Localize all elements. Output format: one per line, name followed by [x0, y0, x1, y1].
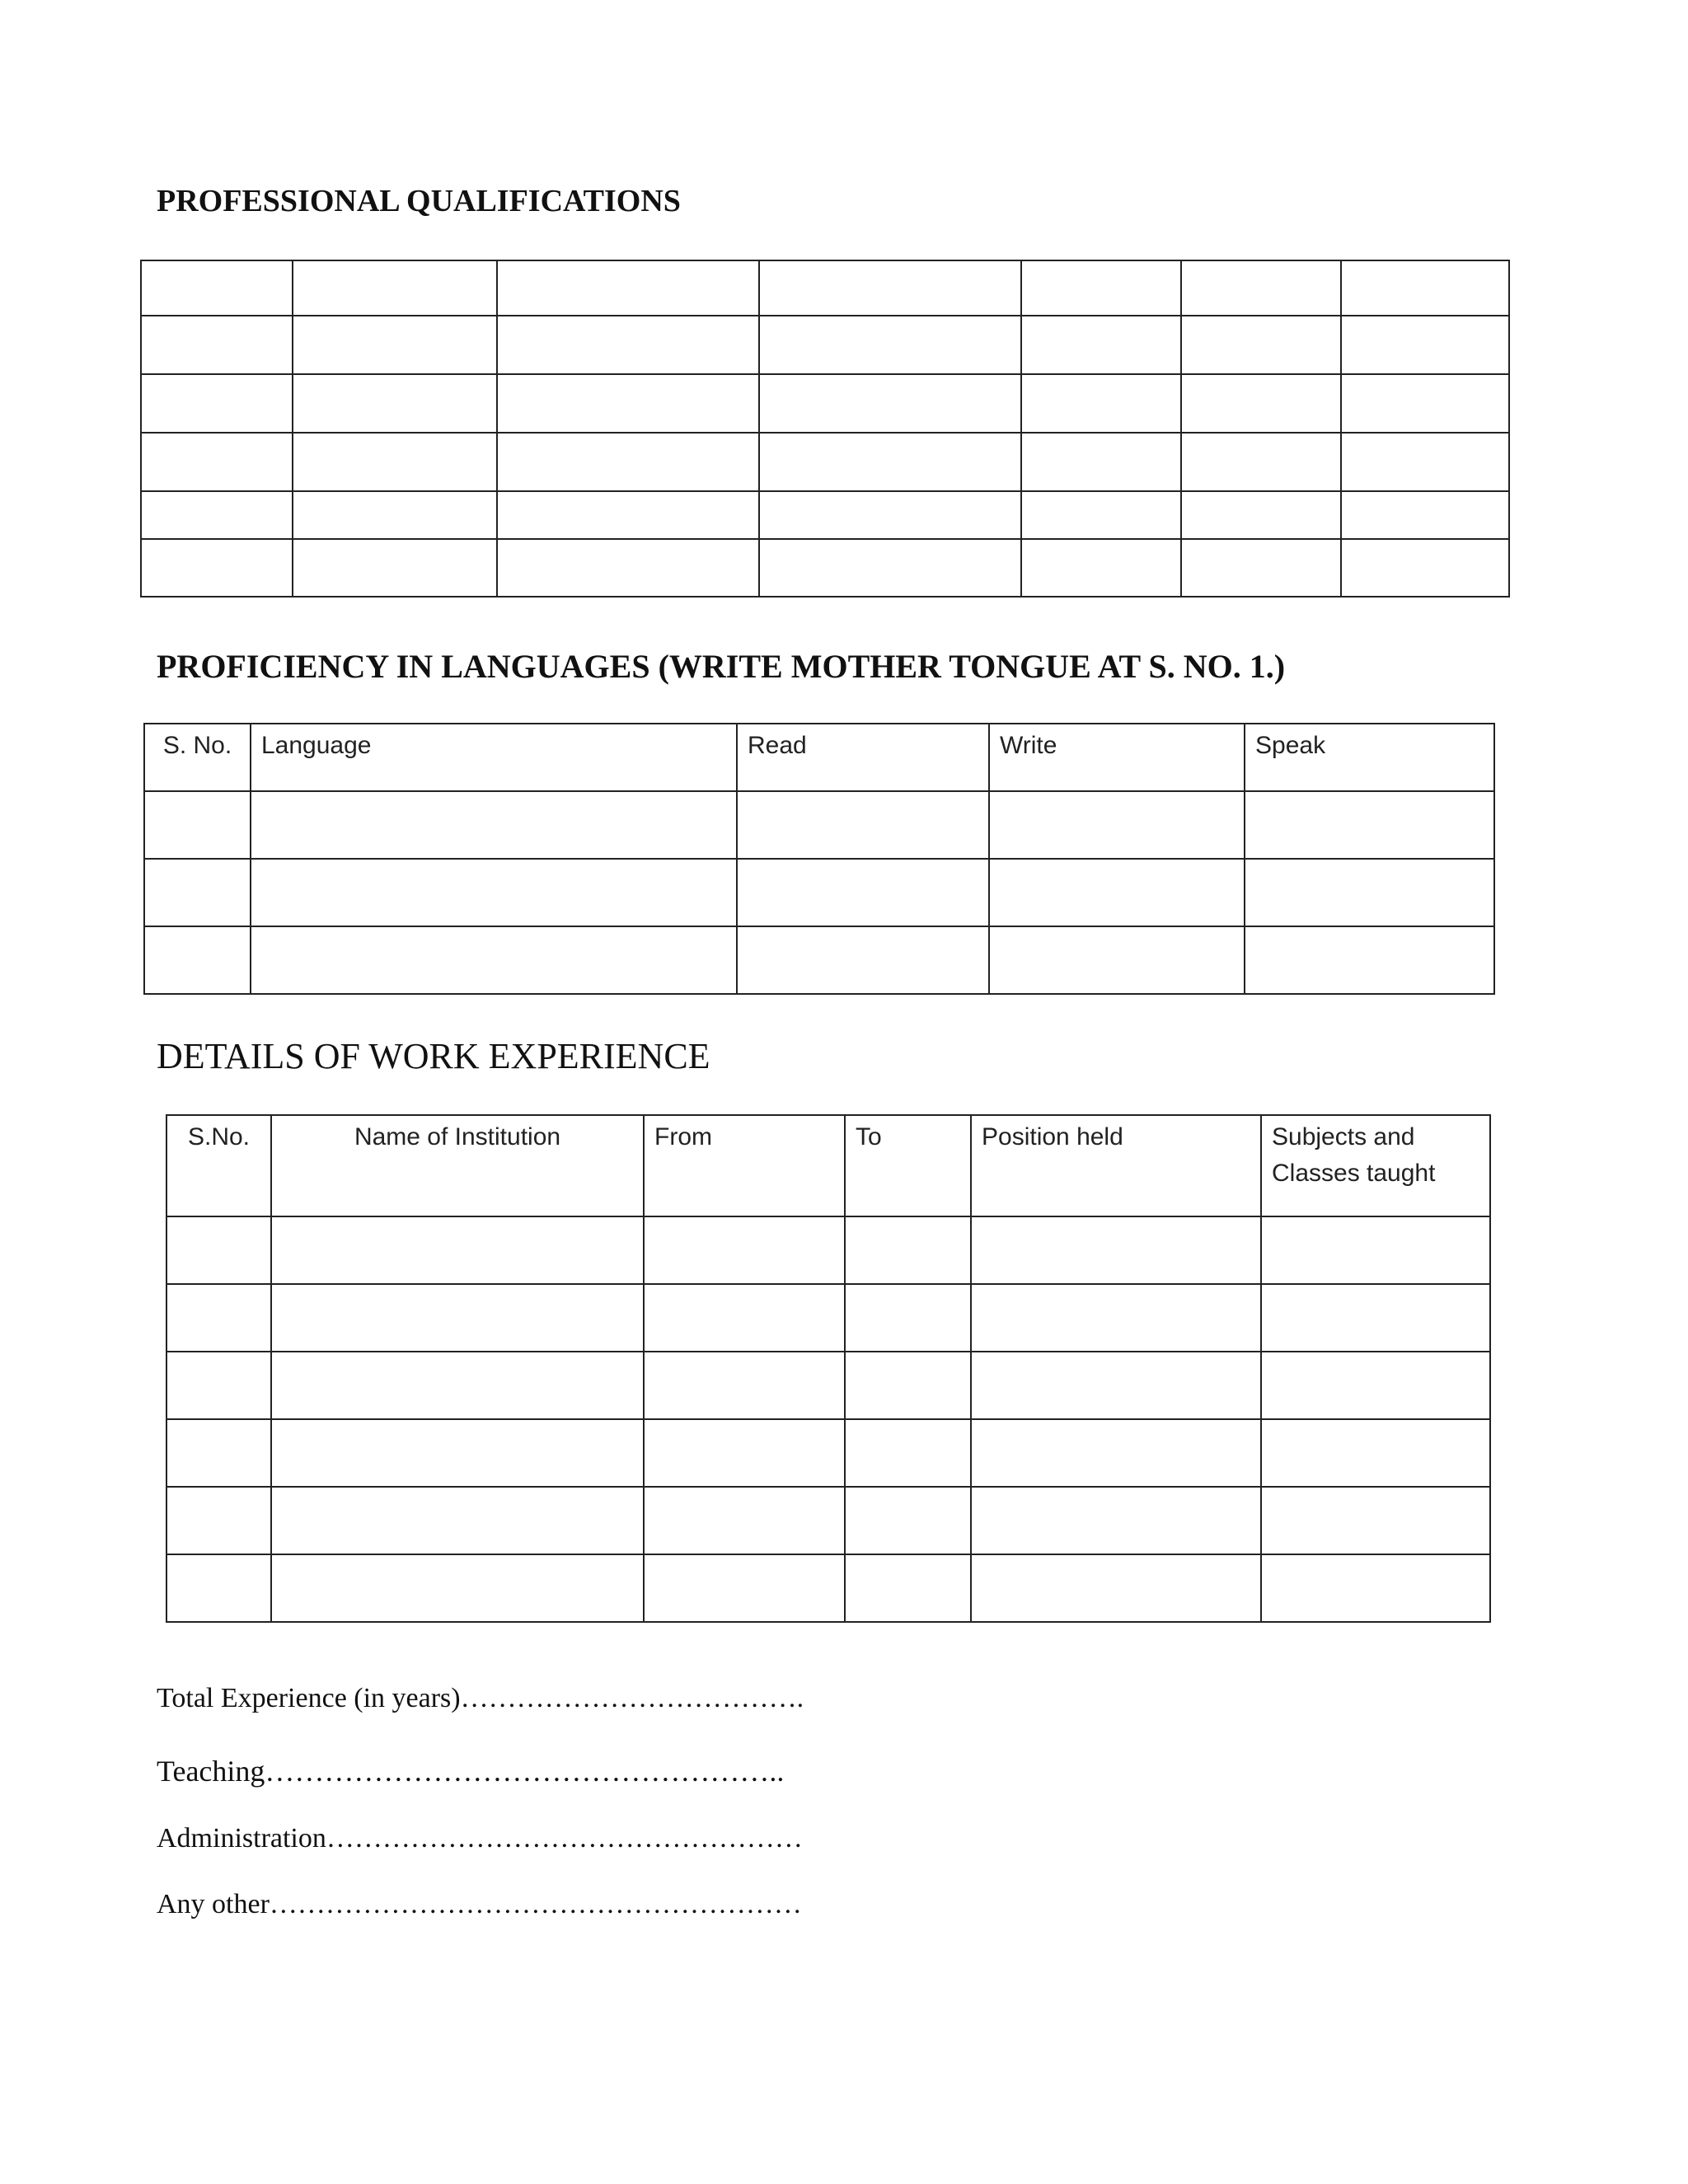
table-cell[interactable] — [1021, 539, 1181, 597]
table-cell[interactable] — [845, 1216, 971, 1284]
table-cell[interactable] — [1181, 374, 1341, 433]
table-cell[interactable] — [497, 260, 759, 316]
table-cell[interactable] — [644, 1487, 845, 1554]
table-cell[interactable] — [1341, 260, 1509, 316]
table-cell[interactable] — [271, 1554, 644, 1622]
table-cell[interactable] — [166, 1284, 271, 1352]
table-cell[interactable] — [737, 859, 989, 926]
table-row — [141, 539, 1509, 597]
table-cell[interactable] — [989, 791, 1245, 859]
table-cell[interactable] — [144, 791, 251, 859]
table-cell[interactable] — [271, 1284, 644, 1352]
table-cell[interactable] — [141, 260, 293, 316]
table-cell[interactable] — [971, 1554, 1261, 1622]
table-cell[interactable] — [845, 1419, 971, 1487]
table-cell[interactable] — [1341, 433, 1509, 491]
column-header-write: Write — [989, 724, 1245, 791]
work-experience-table — [166, 1114, 1491, 1623]
table-cell[interactable] — [166, 1419, 271, 1487]
table-cell[interactable] — [1341, 374, 1509, 433]
table-cell[interactable] — [759, 539, 1021, 597]
table-cell[interactable] — [644, 1419, 845, 1487]
table-cell[interactable] — [759, 260, 1021, 316]
table-cell[interactable] — [845, 1487, 971, 1554]
table-cell[interactable] — [497, 316, 759, 374]
table-cell[interactable] — [293, 491, 497, 539]
table-cell[interactable] — [759, 374, 1021, 433]
column-header-sno: S. No. — [144, 724, 251, 791]
table-cell[interactable] — [989, 859, 1245, 926]
table-cell[interactable] — [1261, 1419, 1490, 1487]
table-row — [141, 260, 1509, 316]
column-header-read: Read — [737, 724, 989, 791]
table-row — [144, 926, 1494, 994]
total-experience-field[interactable]: Total Experience (in years)………………………………. — [157, 1683, 804, 1713]
table-cell[interactable] — [166, 1554, 271, 1622]
table-cell[interactable] — [1181, 491, 1341, 539]
table-cell[interactable] — [293, 539, 497, 597]
table-cell[interactable] — [166, 1216, 271, 1284]
table-row — [166, 1352, 1490, 1419]
table-cell[interactable] — [497, 374, 759, 433]
table-cell[interactable] — [141, 539, 293, 597]
table-cell[interactable] — [644, 1352, 845, 1419]
table-cell[interactable] — [251, 859, 737, 926]
any-other-field[interactable]: Any other………………………………………………… — [157, 1889, 802, 1919]
table-cell[interactable] — [144, 926, 251, 994]
table-cell[interactable] — [1181, 260, 1341, 316]
table-cell[interactable] — [271, 1487, 644, 1554]
table-cell[interactable] — [644, 1216, 845, 1284]
column-header-to: To — [845, 1115, 971, 1216]
table-cell[interactable] — [1261, 1284, 1490, 1352]
table-row — [166, 1216, 1490, 1284]
table-row — [166, 1419, 1490, 1487]
table-cell[interactable] — [141, 433, 293, 491]
column-header-language: Language — [251, 724, 737, 791]
work-header-row — [166, 1115, 1490, 1216]
table-cell[interactable] — [1341, 539, 1509, 597]
table-row — [166, 1487, 1490, 1554]
table-row — [141, 433, 1509, 491]
table-row — [144, 859, 1494, 926]
table-cell[interactable] — [644, 1554, 845, 1622]
table-row — [141, 316, 1509, 374]
table-cell[interactable] — [1261, 1554, 1490, 1622]
table-cell[interactable] — [141, 491, 293, 539]
table-cell[interactable] — [759, 491, 1021, 539]
table-cell[interactable] — [1261, 1216, 1490, 1284]
table-cell[interactable] — [1181, 539, 1341, 597]
table-cell[interactable] — [737, 926, 989, 994]
table-row — [144, 791, 1494, 859]
languages-heading: PROFICIENCY IN LANGUAGES (WRITE MOTHER TONGUE AT S. NO. 1.) — [157, 648, 1286, 685]
teaching-field[interactable]: Teaching…………………………………………….. — [157, 1755, 785, 1788]
languages-table — [143, 723, 1495, 995]
table-cell[interactable] — [759, 433, 1021, 491]
table-cell[interactable] — [1261, 1352, 1490, 1419]
table-cell[interactable] — [1021, 374, 1181, 433]
table-cell[interactable] — [271, 1216, 644, 1284]
column-header-from: From — [644, 1115, 845, 1216]
table-cell[interactable] — [971, 1487, 1261, 1554]
table-cell[interactable] — [497, 491, 759, 539]
table-cell[interactable] — [971, 1419, 1261, 1487]
table-cell[interactable] — [1181, 433, 1341, 491]
column-header-institution: Name of Institution — [271, 1115, 644, 1216]
table-cell[interactable] — [293, 316, 497, 374]
table-cell[interactable] — [271, 1419, 644, 1487]
table-cell[interactable] — [293, 374, 497, 433]
table-cell[interactable] — [271, 1352, 644, 1419]
table-cell[interactable] — [845, 1284, 971, 1352]
table-row — [166, 1284, 1490, 1352]
table-cell[interactable] — [1245, 926, 1494, 994]
table-row — [141, 491, 1509, 539]
table-cell[interactable] — [141, 316, 293, 374]
administration-field[interactable]: Administration…………………………………………… — [157, 1823, 803, 1854]
table-cell[interactable] — [1021, 260, 1181, 316]
table-cell[interactable] — [497, 539, 759, 597]
table-cell[interactable] — [166, 1487, 271, 1554]
table-cell[interactable] — [1021, 491, 1181, 539]
table-cell[interactable] — [141, 374, 293, 433]
table-cell[interactable] — [1261, 1487, 1490, 1554]
table-cell[interactable] — [1245, 859, 1494, 926]
table-cell[interactable] — [1021, 433, 1181, 491]
table-cell[interactable] — [1341, 316, 1509, 374]
professional-qualifications-table — [140, 260, 1510, 598]
column-header-subjects: Subjects and Classes taught — [1261, 1115, 1490, 1216]
table-cell[interactable] — [1245, 791, 1494, 859]
table-cell[interactable] — [144, 859, 251, 926]
table-cell[interactable] — [166, 1352, 271, 1419]
table-cell[interactable] — [1341, 491, 1509, 539]
table-cell[interactable] — [759, 316, 1021, 374]
table-cell[interactable] — [989, 926, 1245, 994]
column-header-position: Position held — [971, 1115, 1261, 1216]
work-experience-heading: DETAILS OF WORK EXPERIENCE — [157, 1036, 710, 1076]
table-cell[interactable] — [971, 1216, 1261, 1284]
table-cell[interactable] — [293, 433, 497, 491]
column-header-speak: Speak — [1245, 724, 1494, 791]
table-cell[interactable] — [251, 791, 737, 859]
table-cell[interactable] — [497, 433, 759, 491]
table-cell[interactable] — [845, 1554, 971, 1622]
table-cell[interactable] — [251, 926, 737, 994]
table-cell[interactable] — [845, 1352, 971, 1419]
table-cell[interactable] — [644, 1284, 845, 1352]
column-header-sno: S.No. — [166, 1115, 271, 1216]
table-cell[interactable] — [1021, 316, 1181, 374]
table-cell[interactable] — [1181, 316, 1341, 374]
table-cell[interactable] — [971, 1352, 1261, 1419]
table-row — [166, 1554, 1490, 1622]
table-cell[interactable] — [737, 791, 989, 859]
professional-qualifications-heading: PROFESSIONAL QUALIFICATIONS — [157, 184, 681, 218]
table-cell[interactable] — [293, 260, 497, 316]
languages-header-row — [144, 724, 1494, 791]
table-cell[interactable] — [971, 1284, 1261, 1352]
table-row — [141, 374, 1509, 433]
